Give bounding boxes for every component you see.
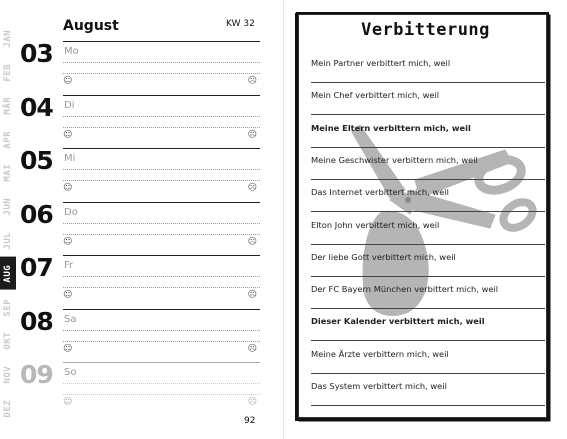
- prompt-text: Meine Ärzte verbittern mich, weil: [311, 348, 449, 359]
- day-entry: [18, 199, 260, 252]
- writing-line[interactable]: [63, 234, 260, 235]
- day-entry: [18, 306, 260, 359]
- writing-line[interactable]: [63, 330, 260, 331]
- day-number: 05: [20, 146, 53, 175]
- smile-icon: ☺: [63, 290, 73, 300]
- smile-icon: ☺: [63, 343, 73, 354]
- smile-icon: ☺: [63, 236, 73, 247]
- smile-icon: ☺: [63, 397, 73, 407]
- answer-line[interactable]: [311, 308, 545, 309]
- prompt-text: Der FC Bayern München verbittert mich, weil: [311, 284, 499, 295]
- week-number: KW 32: [226, 19, 255, 29]
- frown-icon: ☹: [247, 290, 257, 300]
- month-tab-aug[interactable]: AUG: [0, 257, 16, 290]
- frown-icon: ☹: [247, 129, 257, 140]
- month-tab-mai[interactable]: MAI: [3, 163, 13, 182]
- day-number: 06: [20, 199, 53, 229]
- prompt-text: Meine Eltern verbittern mich, weil: [311, 122, 471, 133]
- day-number: 08: [20, 306, 53, 336]
- month-tab-jul[interactable]: JUL: [3, 231, 13, 249]
- month-tab-mär[interactable]: MÄR: [3, 96, 13, 115]
- day-rule: [63, 309, 260, 310]
- writing-line[interactable]: [63, 180, 260, 181]
- month-tab-okt[interactable]: OKT: [3, 331, 13, 350]
- writing-line[interactable]: [63, 116, 260, 117]
- writing-line[interactable]: [63, 341, 260, 342]
- frown-icon: ☹: [247, 236, 257, 247]
- frown-icon: ☹: [247, 76, 257, 86]
- day-rule: [63, 255, 260, 256]
- frown-icon: ☹: [247, 183, 257, 193]
- frown-icon: ☹: [247, 343, 257, 354]
- smile-icon: ☺: [63, 129, 73, 140]
- day-rule: [63, 41, 260, 42]
- day-number: 07: [20, 253, 53, 282]
- month-tab-apr[interactable]: APR: [3, 130, 13, 148]
- writing-line[interactable]: [63, 73, 260, 74]
- month-strip: [0, 0, 16, 439]
- month-tab-nov[interactable]: NOV: [3, 365, 13, 384]
- answer-line[interactable]: [311, 340, 545, 341]
- weekday-label: Do: [64, 206, 78, 218]
- weekday-label: Sa: [64, 313, 77, 325]
- answer-line[interactable]: [311, 244, 545, 245]
- writing-line[interactable]: [63, 394, 260, 395]
- day-rule: [63, 362, 260, 363]
- answer-line[interactable]: [311, 82, 545, 83]
- left-page: [0, 0, 283, 439]
- prompt-text: Dieser Kalender verbittert mich, weil: [311, 316, 485, 327]
- answer-line[interactable]: [311, 373, 545, 374]
- day-entry: [18, 145, 260, 198]
- month-tab-jan[interactable]: JAN: [3, 29, 13, 48]
- day-entry: [18, 252, 260, 305]
- day-entry: [18, 359, 260, 412]
- writing-line[interactable]: [63, 383, 260, 384]
- answer-line[interactable]: [311, 179, 545, 180]
- day-rule: [63, 148, 260, 149]
- day-number: 04: [20, 92, 53, 122]
- writing-line[interactable]: [63, 287, 260, 288]
- day-entry: [18, 92, 260, 145]
- weekday-label: Mi: [64, 153, 76, 164]
- weekday-label: So: [64, 367, 77, 378]
- month-title: August: [63, 18, 119, 34]
- page-number: 92: [244, 416, 256, 426]
- page-heading: Verbitterung: [361, 20, 490, 40]
- prompt-text: Der liebe Gott verbittert mich, weil: [311, 251, 456, 262]
- day-entry: [18, 38, 260, 91]
- day-rule: [63, 95, 260, 96]
- writing-line[interactable]: [63, 169, 260, 170]
- smile-icon: ☺: [63, 183, 73, 193]
- answer-line[interactable]: [311, 114, 545, 115]
- answer-line[interactable]: [311, 405, 545, 406]
- day-number: 09: [20, 360, 53, 389]
- writing-line[interactable]: [63, 127, 260, 128]
- month-tab-sep[interactable]: SEP: [3, 298, 13, 316]
- writing-line[interactable]: [63, 62, 260, 63]
- writing-line[interactable]: [63, 223, 260, 224]
- day-rule: [63, 202, 260, 203]
- weekday-label: Di: [64, 99, 75, 111]
- prompt-text: Mein Chef verbittert mich, weil: [311, 90, 440, 101]
- smile-icon: ☺: [63, 76, 73, 86]
- prompt-text: Das System verbittert mich, weil: [311, 381, 447, 391]
- answer-line[interactable]: [311, 147, 545, 148]
- weekday-label: Fr: [64, 260, 74, 271]
- month-tab-jun[interactable]: JUN: [3, 197, 13, 216]
- prompt-text: Elton John verbittert mich, weil: [311, 219, 440, 230]
- answer-line[interactable]: [311, 211, 545, 212]
- prompt-text: Meine Geschwister verbittern mich, weil: [311, 154, 478, 165]
- prompt-text: Mein Partner verbittert mich, weil: [311, 58, 451, 68]
- day-number: 03: [20, 39, 53, 68]
- right-page: [284, 0, 567, 439]
- month-tab-dez[interactable]: DEZ: [3, 399, 13, 417]
- writing-line[interactable]: [63, 276, 260, 277]
- answer-line[interactable]: [311, 276, 545, 277]
- month-tab-feb[interactable]: FEB: [3, 63, 13, 81]
- frown-icon: ☹: [247, 397, 257, 407]
- prompt-text: Das Internet verbittert mich, weil: [311, 187, 449, 198]
- weekday-label: Mo: [64, 46, 79, 57]
